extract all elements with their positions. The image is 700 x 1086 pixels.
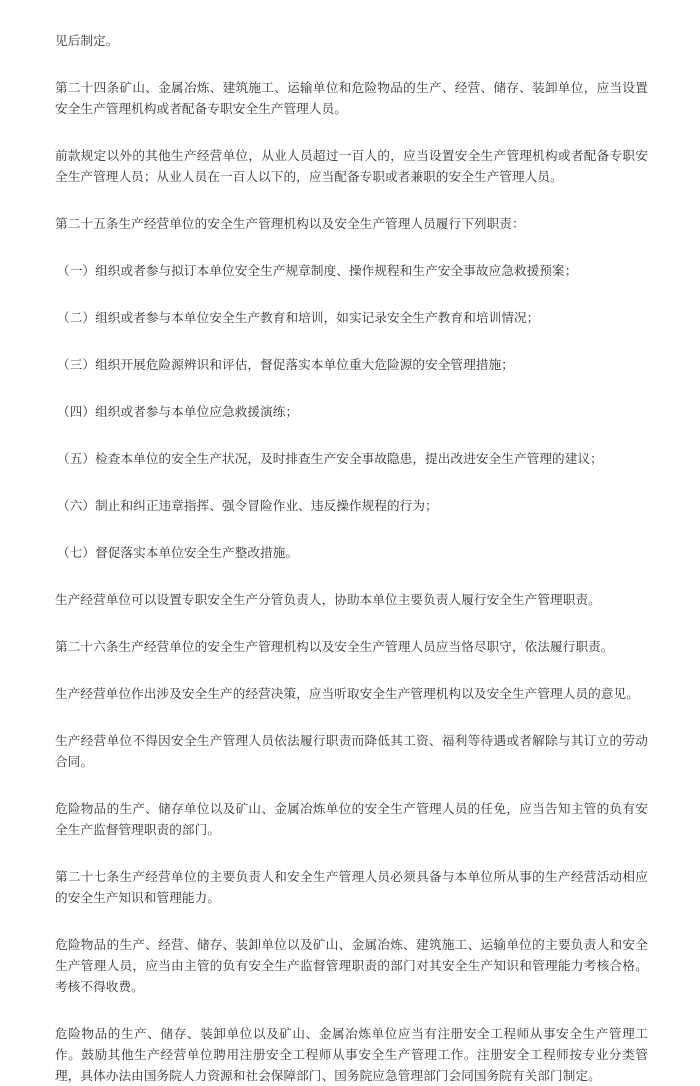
paragraph: 生产经营单位不得因安全生产管理人员依法履行职责而降低其工资、福利等待遇或者解除与其订立的劳动合同。 [55,733,648,769]
article-27-paragraph: 第二十七条生产经营单位的主要负责人和安全生产管理人员必须具备与本单位所从事的生产经营活动相应的安全生产知识和管理能力。 [55,869,648,905]
duty-list-item: （三）组织开展危险源辨识和评估，督促落实本单位重大危险源的安全管理措施； [57,357,514,372]
paragraph: 生产经营单位作出涉及安全生产的经营决策，应当听取安全生产管理机构以及安全生产管理人员的意见。 [55,686,639,701]
duty-list-item: （二）组织或者参与本单位安全生产教育和培训，如实记录安全生产教育和培训情况； [57,310,540,325]
article-24-paragraph: 第二十四条矿山、金属冶炼、建筑施工、运输单位和危险物品的生产、经营、储存、装卸单位，应当设置安全生产管理机构或者配备专职安全生产管理人员。 [55,80,648,116]
duty-list-item: （一）组织或者参与拟订本单位安全生产规章制度、操作规程和生产安全事故应急救援预案； [57,263,578,278]
paragraph: 危险物品的生产、经营、储存、装卸单位以及矿山、金属冶炼、建筑施工、运输单位的主要负责人和安全生产管理人员，应当由主管的负有安全生产监督管理职责的部门对其安全生产知识和管理能力考核合格。考核不得收费。 [55,937,648,994]
paragraph: 前款规定以外的其他生产经营单位，从业人员超过一百人的，应当设置安全生产管理机构或者配备专职安全生产管理人员；从业人员在一百人以下的，应当配备专职或者兼职的安全生产管理人员。 [55,148,648,184]
article-25-paragraph: 第二十五条生产经营单位的安全生产管理机构以及安全生产管理人员履行下列职责： [55,216,525,231]
paragraph: 生产经营单位可以设置专职安全生产分管负责人，协助本单位主要负责人履行安全生产管理职责。 [55,592,601,607]
paragraph: 见后制定。 [55,33,119,48]
duty-list-item: （七）督促落实本单位安全生产整改措施。 [57,545,299,560]
duty-list-item: （六）制止和纠正违章指挥、强令冒险作业、违反操作规程的行为； [57,498,438,513]
article-26-paragraph: 第二十六条生产经营单位的安全生产管理机构以及安全生产管理人员应当恪尽职守，依法履行职责。 [55,639,614,654]
duty-list-item: （五）检查本单位的安全生产状况，及时排查生产安全事故隐患，提出改进安全生产管理的建议； [57,451,603,466]
duty-list-item: （四）组织或者参与本单位应急救援演练； [57,404,299,419]
paragraph: 危险物品的生产、储存单位以及矿山、金属冶炼单位的安全生产管理人员的任免，应当告知主管的负有安全生产监督管理职责的部门。 [55,801,648,837]
paragraph: 危险物品的生产、储存、装卸单位以及矿山、金属冶炼单位应当有注册安全工程师从事安全生产管理工作。鼓励其他生产经营单位聘用注册安全工程师从事安全生产管理工作。注册安全工程师按专业分类管理，具体办法由国务院人力资源和社会保障部门、国务院应急管理部门会同国务院有关部门制定。 [55,1026,648,1083]
